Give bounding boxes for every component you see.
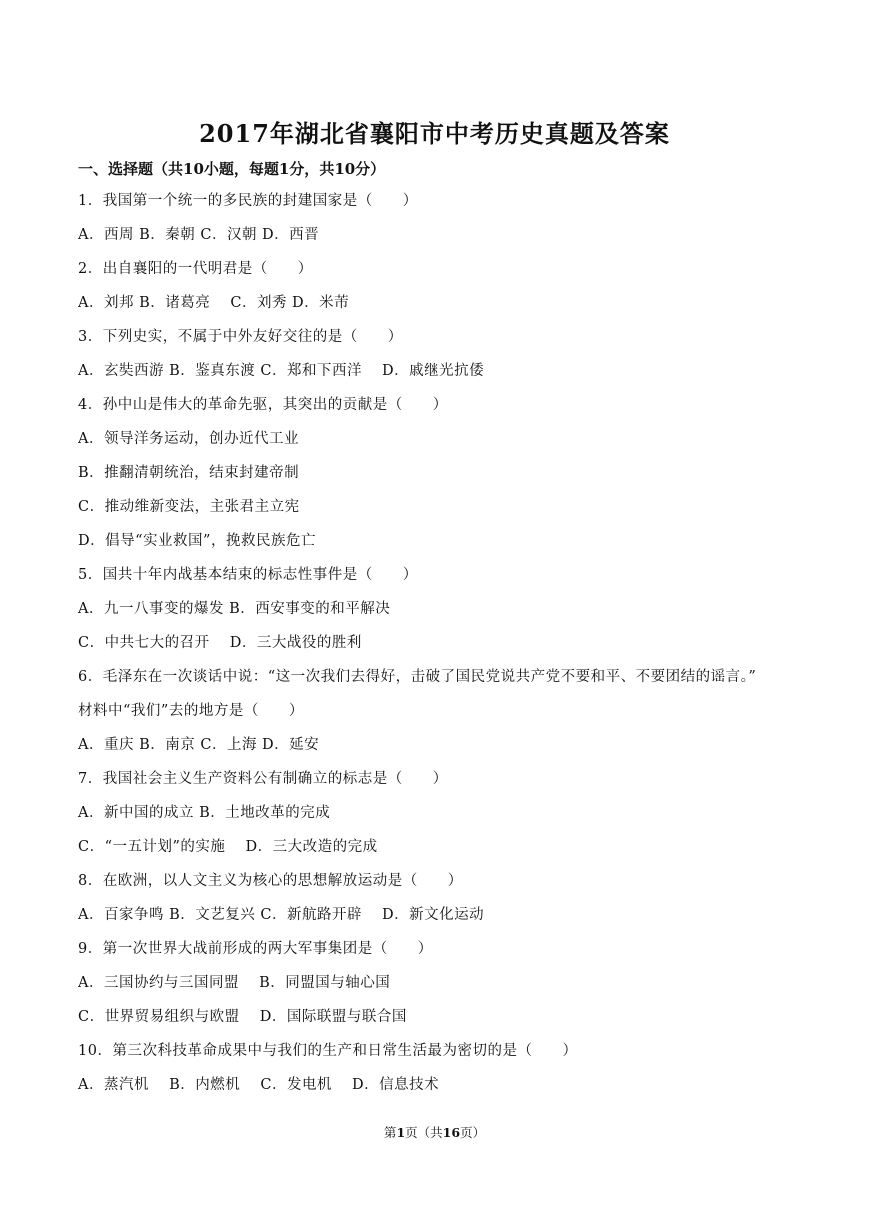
page-title: 2017年湖北省襄阳市中考历史真题及答案 (199, 119, 670, 148)
question-2-options: A．刘邦 B．诸葛亮 C．刘秀 D．米芾 (78, 295, 350, 311)
section-heading: 一、选择题（共10小题，每题1分，共10分） (78, 160, 386, 178)
question-9-options-cd: C．世界贸易组织与欧盟 D．国际联盟与联合国 (78, 1009, 407, 1025)
question-4: 4．孙中山是伟大的革命先驱，其突出的贡献是（ ） (78, 397, 448, 413)
footer-prefix: 第 (383, 1125, 397, 1140)
question-4-option-c: C．推动维新变法，主张君主立宪 (78, 499, 300, 515)
question-7-options-cd: C．“一五计划”的实施 D．三大改造的完成 (78, 839, 378, 855)
question-list (78, 190, 818, 1108)
question-4-option-a: A．领导洋务运动，创办近代工业 (78, 431, 299, 447)
question-10: 10．第三次科技革命成果中与我们的生产和日常生活最为密切的是（ ） (78, 1043, 578, 1059)
question-5-options-cd: C．中共七大的召开 D．三大战役的胜利 (78, 635, 362, 651)
question-5: 5．国共十年内战基本结束的标志性事件是（ ） (78, 567, 418, 583)
question-6: 6．毛泽东在一次谈话中说：“这一次我们去得好，击破了国民党说共产党不要和平、不要团结的谣言。” (78, 669, 757, 685)
page-footer (0, 1123, 869, 1141)
question-4-option-d: D．倡导“实业救国”，挽救民族危亡 (78, 533, 316, 549)
question-8-options: A．百家争鸣 B．文艺复兴 C．新航路开辟 D．新文化运动 (78, 907, 485, 923)
question-4-option-b: B．推翻清朝统治，结束封建帝制 (78, 465, 300, 481)
question-9: 9．第一次世界大战前形成的两大军事集团是（ ） (78, 941, 433, 957)
question-7: 7．我国社会主义生产资料公有制确立的标志是（ ） (78, 771, 448, 787)
footer-suffix: 页） (460, 1125, 486, 1140)
footer-total-pages: 16 (442, 1125, 461, 1140)
footer-middle: 页（共 (405, 1125, 443, 1140)
question-6-continued: 材料中“我们”去的地方是（ ） (78, 703, 304, 719)
question-1: 1．我国第一个统一的多民族的封建国家是（ ） (78, 193, 418, 209)
question-8: 8．在欧洲，以人文主义为核心的思想解放运动是（ ） (78, 873, 463, 889)
question-6-options: A．重庆 B．南京 C．上海 D．延安 (78, 737, 320, 753)
question-3-options: A．玄奘西游 B．鉴真东渡 C．郑和下西洋 D．戚继光抗倭 (78, 363, 485, 379)
question-9-options-ab: A．三国协约与三国同盟 B．同盟国与轴心国 (78, 975, 391, 991)
question-3: 3．下列史实，不属于中外友好交往的是（ ） (78, 329, 403, 345)
question-7-options-ab: A．新中国的成立 B．土地改革的完成 (78, 805, 331, 821)
question-1-options: A．西周 B．秦朝 C．汉朝 D．西晋 (78, 227, 320, 243)
question-10-options: A．蒸汽机 B．内燃机 C．发电机 D．信息技术 (78, 1077, 440, 1093)
question-2: 2．出自襄阳的一代明君是（ ） (78, 261, 313, 277)
question-5-options-ab: A．九一八事变的爆发 B．西安事变的和平解决 (78, 601, 391, 617)
footer-page-number: 1 (396, 1125, 406, 1140)
